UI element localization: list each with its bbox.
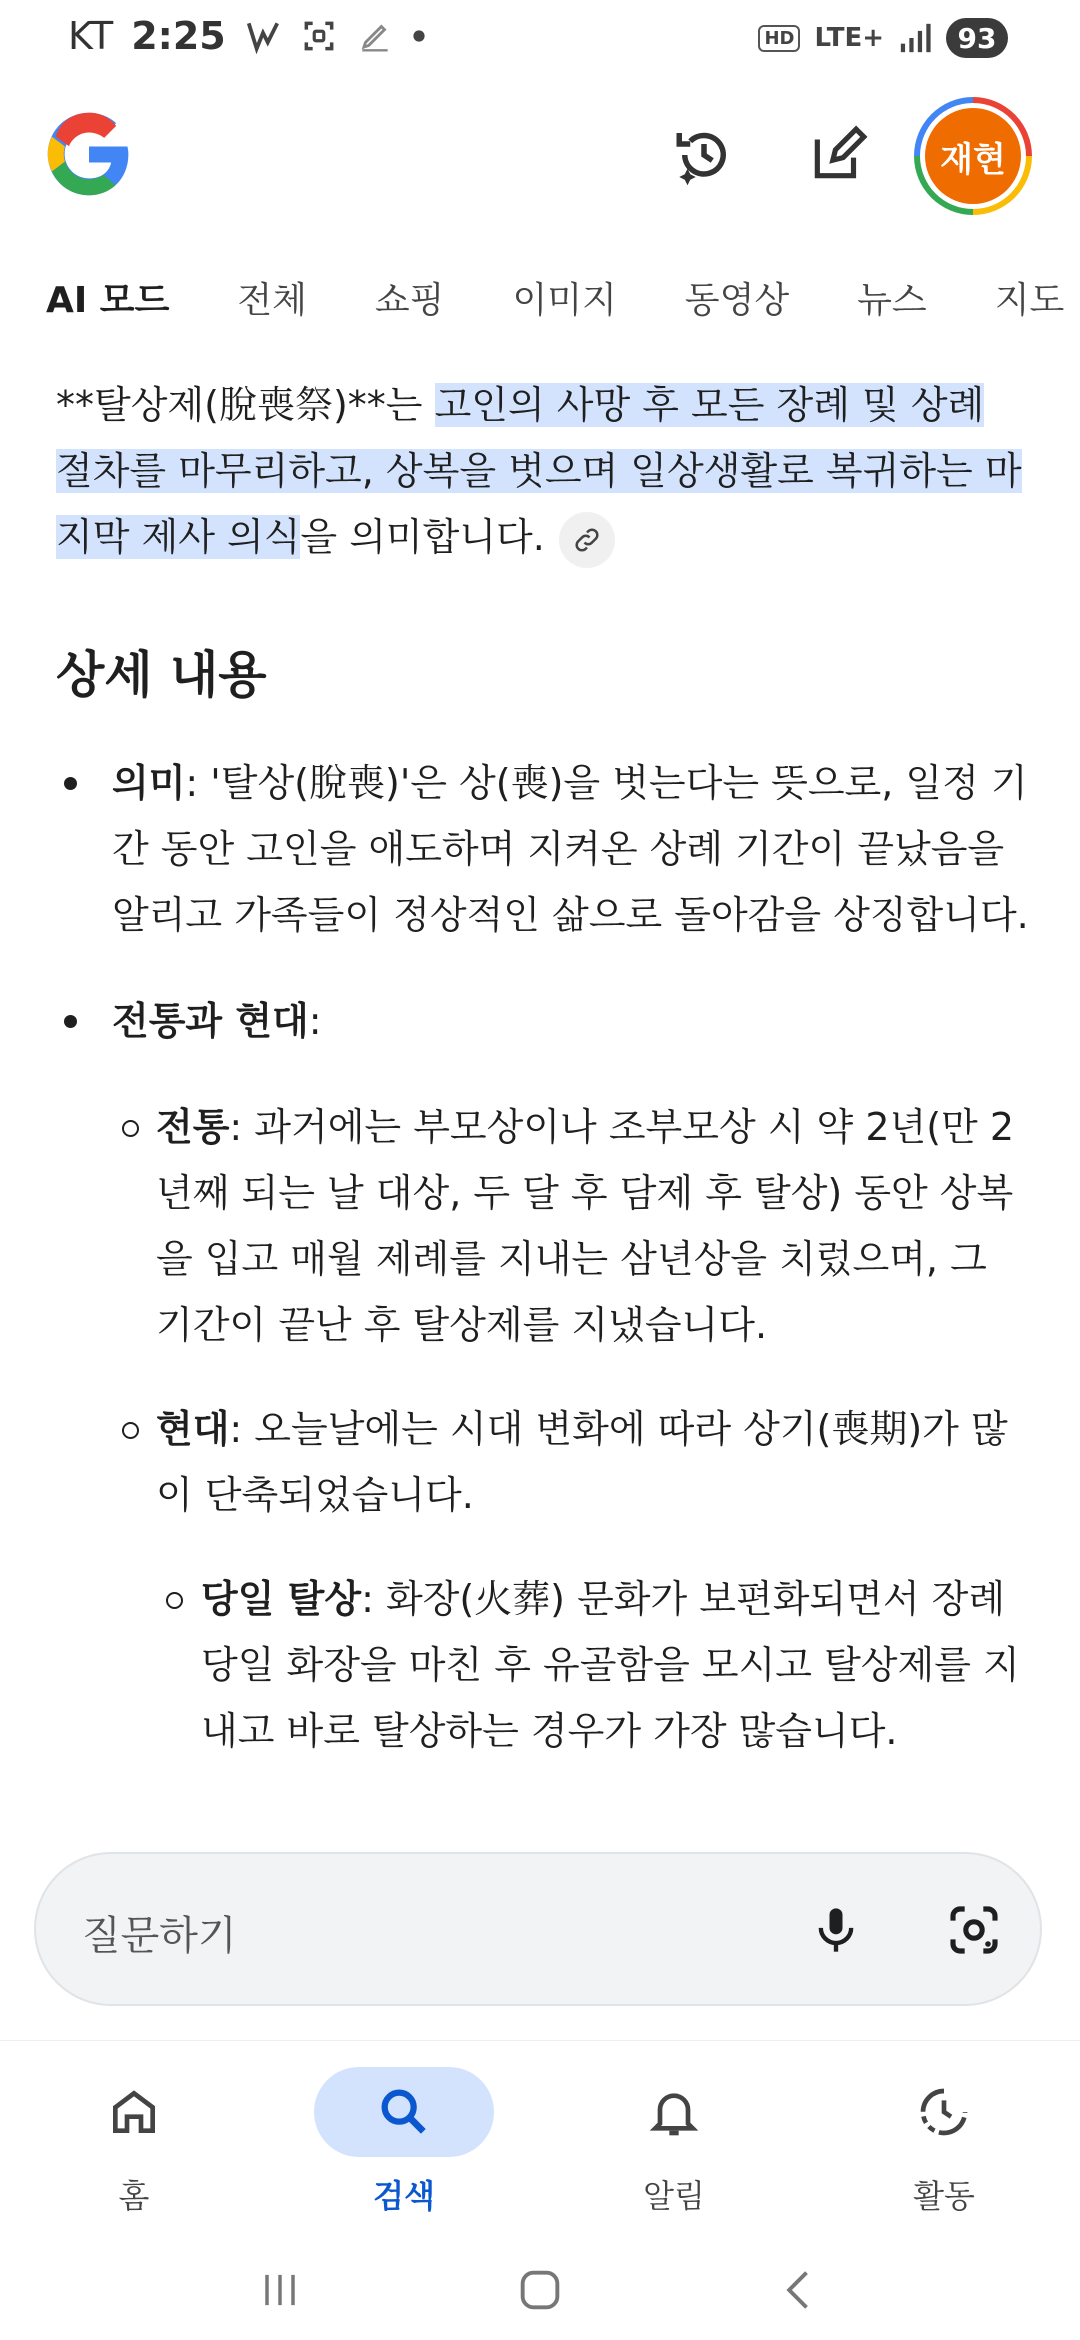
search-icon — [375, 2083, 433, 2141]
hd-voice-badge: HD — [758, 25, 800, 52]
lens-button[interactable] — [936, 1892, 1012, 1968]
ask-input[interactable] — [34, 1852, 1042, 2006]
avatar-ring-gap — [920, 103, 1026, 209]
voice-input-button[interactable] — [798, 1892, 874, 1968]
back-icon — [774, 2264, 826, 2316]
tab-videos[interactable]: 동영상 — [684, 279, 790, 321]
section-title: 상세 내용 — [56, 646, 267, 704]
tab-images[interactable]: 이미지 — [512, 279, 617, 321]
nav-icon-wrap — [584, 2067, 764, 2157]
sub-bullet-text: : 오늘날에는 시대 변화에 따라 상기(喪期)가 많이 단축되었습니다. — [156, 1407, 1008, 1517]
sub-bullet-term: 전통 — [156, 1105, 230, 1149]
new-chat-button[interactable] — [800, 117, 876, 193]
account-button[interactable] — [914, 97, 1032, 215]
intro-suffix: 을 의미합니다. — [300, 515, 545, 559]
search-tabs — [0, 262, 1080, 332]
tab-ai-mode[interactable]: AI 모드 — [46, 279, 170, 321]
recents-icon — [254, 2264, 306, 2316]
source-link-button[interactable] — [559, 512, 615, 568]
nav-icon-wrap — [854, 2067, 1034, 2157]
app-bar — [0, 95, 1080, 225]
google-logo-icon[interactable] — [44, 109, 134, 199]
intro-paragraph — [56, 372, 1032, 570]
home-system-icon — [514, 2264, 566, 2316]
home-icon — [106, 2084, 162, 2140]
tab-news[interactable]: 뉴스 — [857, 279, 927, 321]
bullet-meaning — [56, 750, 1032, 948]
status-bar — [0, 0, 1080, 80]
intro-highlight[interactable]: 고인의 사망 후 모든 장례 및 상례 절차를 마무리하고, 상복을 벗으며 일상생활로 복귀하는 마지막 제사 의식 — [56, 383, 1022, 559]
nav-home[interactable] — [34, 2053, 234, 2233]
history-sparkle-icon — [671, 122, 737, 188]
nav-icon-wrap — [314, 2067, 494, 2157]
bottom-navigation — [0, 2040, 1080, 2240]
screenshot-icon — [300, 17, 338, 55]
bullet-term: 의미 — [112, 761, 186, 805]
bell-icon — [646, 2084, 702, 2140]
google-lens-icon — [946, 1902, 1002, 1958]
intro-prefix: **탈상제(脫喪祭)**는 — [56, 383, 435, 427]
sub-sub-bullet-same-day — [56, 1566, 1032, 1764]
tab-shopping[interactable]: 쇼핑 — [374, 279, 445, 321]
microphone-icon — [810, 1904, 862, 1956]
system-navigation — [0, 2240, 1080, 2340]
status-left — [68, 14, 426, 58]
link-icon — [572, 525, 602, 555]
ask-bar-container — [0, 1810, 1080, 2030]
clock: 2:25 — [131, 14, 226, 58]
bullet-term: 전통과 현대 — [112, 999, 309, 1043]
status-right — [758, 18, 1008, 58]
ask-placeholder: 질문하기 — [82, 1913, 237, 1959]
bullet-text: : — [308, 999, 322, 1043]
back-button[interactable] — [760, 2250, 840, 2330]
nav-search[interactable] — [304, 2053, 504, 2233]
data-saver-icon — [244, 17, 282, 55]
tab-maps[interactable]: 지도 — [994, 279, 1065, 321]
sub-sub-bullet-term: 당일 탈상 — [201, 1577, 362, 1621]
nav-alerts[interactable] — [574, 2053, 774, 2233]
sub-bullet-term: 현대 — [156, 1407, 230, 1451]
notification-dot-icon — [412, 29, 426, 43]
bullet-tradition-modern — [56, 988, 1032, 1054]
nav-label: 홈 — [118, 2177, 150, 2215]
nav-label: 알림 — [643, 2177, 705, 2215]
pen-icon — [356, 17, 394, 55]
ai-answer — [56, 372, 1032, 1822]
sub-sub-bullet-text: : 화장(火葬) 문화가 보편화되면서 장례 당일 화장을 마친 후 유골함을 모시고 탈상제를 지내고 바로 탈상하는 경우가 가장 많습니다. — [201, 1577, 1020, 1753]
nav-icon-wrap — [44, 2067, 224, 2157]
edit-icon — [807, 124, 869, 186]
nav-label: 검색 — [373, 2177, 435, 2215]
activity-icon — [916, 2084, 972, 2140]
history-button[interactable] — [666, 117, 742, 193]
avatar: 재현 — [925, 108, 1021, 204]
sub-bullet-modern — [56, 1396, 1032, 1528]
network-type: LTE+ — [814, 23, 884, 53]
nav-label: 활동 — [913, 2177, 975, 2215]
nav-activity[interactable] — [844, 2053, 1044, 2233]
battery-level: 93 — [946, 18, 1008, 58]
signal-icon — [898, 21, 932, 55]
home-system-button[interactable] — [500, 2250, 580, 2330]
recents-button[interactable] — [240, 2250, 320, 2330]
sub-bullet-text: : 과거에는 부모상이나 조부모상 시 약 2년(만 2년째 되는 날 대상, 두 달 후 담제 후 탈상) 동안 상복을 입고 매월 제례를 지내는 삼년상을 치렀으며, 그 기간이 끝난 후 탈상제를 지냈습니다. — [156, 1105, 1014, 1347]
sub-bullet-tradition — [56, 1094, 1032, 1358]
tab-all[interactable]: 전체 — [237, 279, 307, 321]
carrier-label: KT — [68, 14, 114, 58]
bullet-text: : '탈상(脫喪)'은 상(喪)을 벗는다는 뜻으로, 일정 기간 동안 고인을 애도하며 지켜온 상례 기간이 끝났음을 알리고 가족들이 정상적인 삶으로 돌아감을 상징합니다. — [112, 761, 1029, 937]
